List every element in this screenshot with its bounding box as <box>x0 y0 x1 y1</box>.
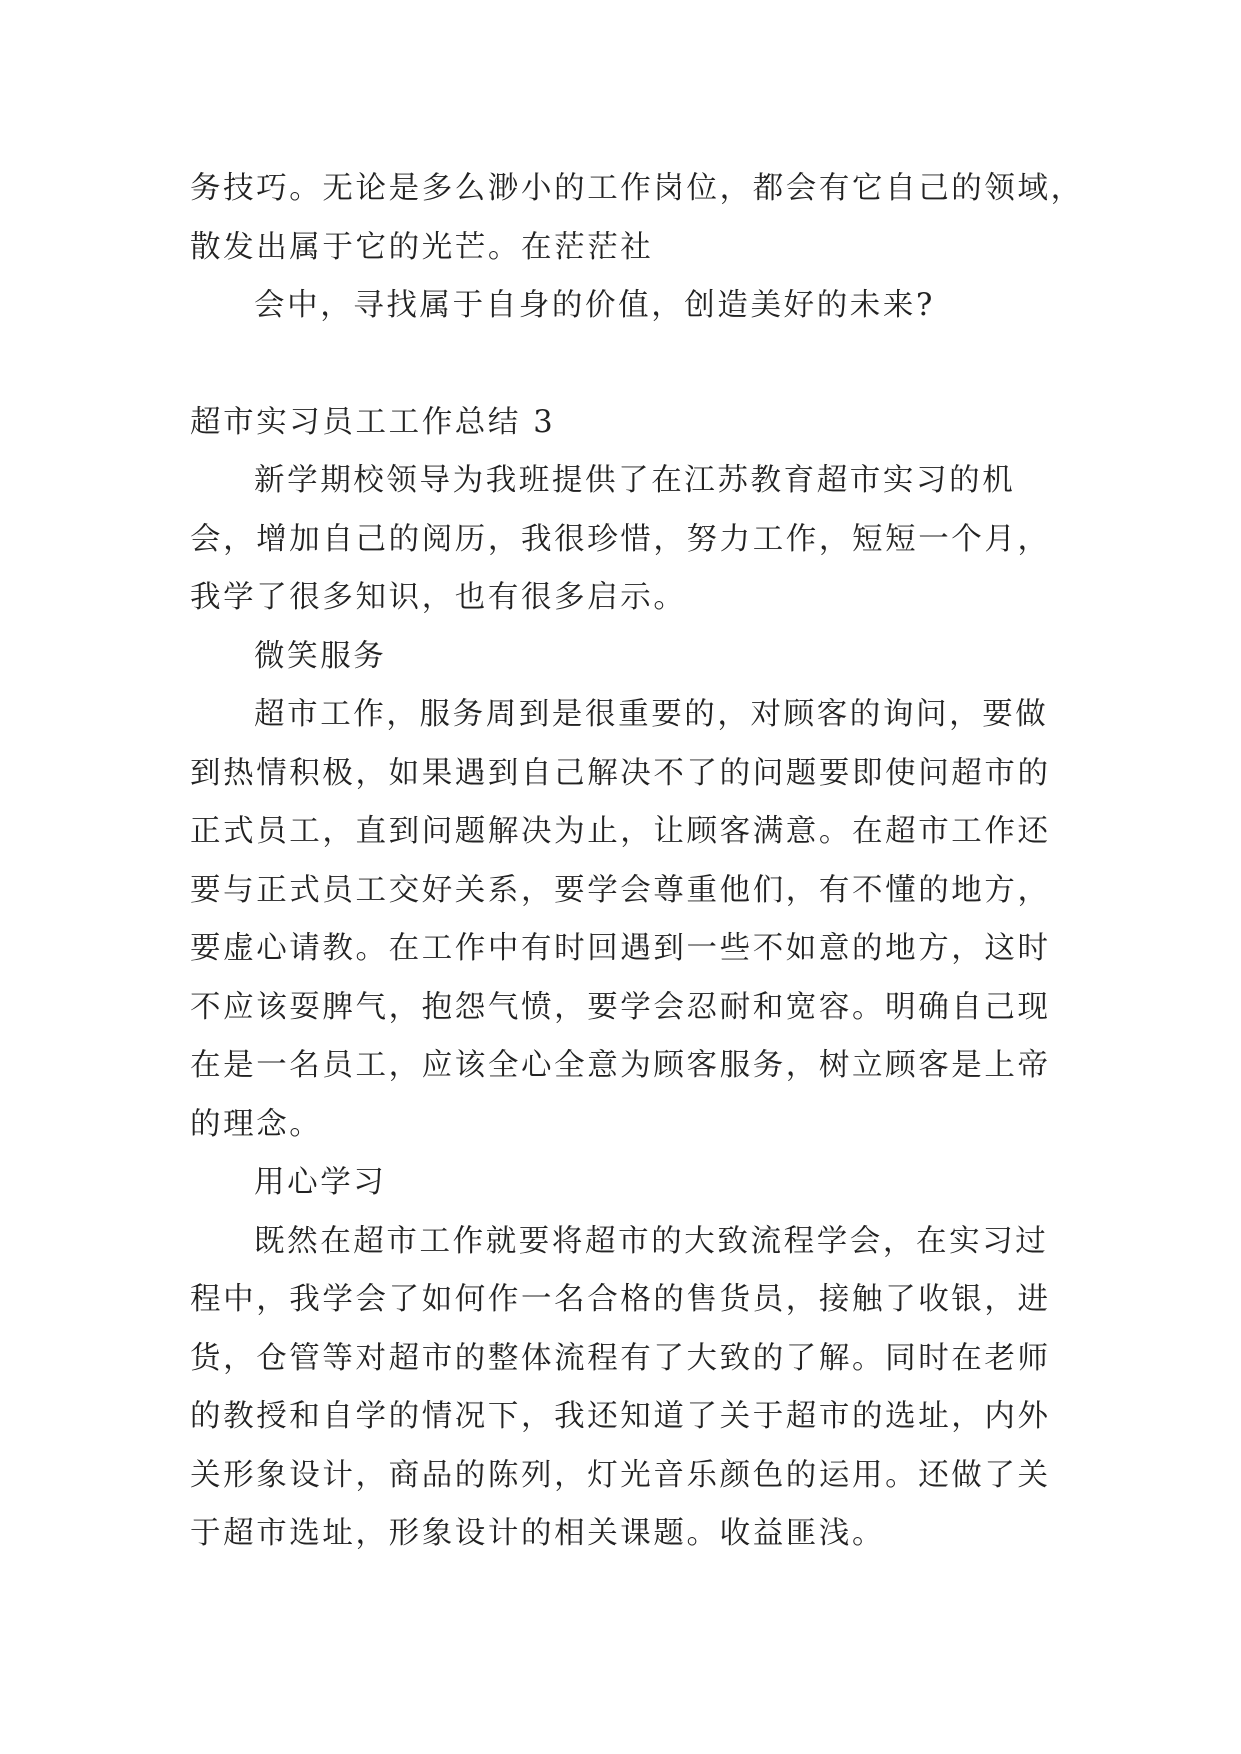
text-line: 要虚心请教。在工作中有时回遇到一些不如意的地方，这时 <box>190 931 1051 966</box>
text-line: 新学期校领导为我班提供了在江苏教育超市实习的机 <box>254 463 1016 498</box>
text-line: 超市工作，服务周到是很重要的，对顾客的询问，要做 <box>254 697 1049 732</box>
paragraph-gap <box>190 336 1052 394</box>
text-line: 在是一名员工，应该全心全意为顾客服务，树立顾客是上帝 <box>190 1048 1051 1083</box>
text-line: 我学了很多知识，也有很多启示。 <box>190 580 687 615</box>
text-line: 正式员工，直到问题解决为止，让顾客满意。在超市工作还 <box>190 814 1051 849</box>
text-line: 既然在超市工作就要将超市的大致流程学会，在实习过 <box>254 1223 1049 1259</box>
text-line: 会中，寻找属于自身的价值，创造美好的未来? <box>254 288 935 323</box>
text-line: 不应该耍脾气，抱怨气愤，要学会忍耐和宽容。明确自己现 <box>190 989 1051 1025</box>
text-line: 关形象设计，商品的陈列，灯光音乐颜色的运用。还做了关 <box>190 1457 1051 1493</box>
text-line: 要与正式员工交好关系，要学会尊重他们，有不懂的地方， <box>190 872 1051 908</box>
text-line: 程中，我学会了如何作一名合格的售货员，接触了收银，进 <box>190 1282 1051 1317</box>
text-line: 的教授和自学的情况下，我还知道了关于超市的选址，内外 <box>190 1399 1051 1434</box>
text-line: 用心学习 <box>254 1165 387 1200</box>
text-line: 微笑服务 <box>254 638 387 674</box>
text-line: 散发出属于它的光芒。在茫茫社 <box>190 229 654 265</box>
text-line: 务技巧。无论是多么渺小的工作岗位，都会有它自己的领域， <box>190 171 1084 206</box>
text-line: 超市实习员工工作总结 3 <box>190 404 556 440</box>
text-line: 的理念。 <box>190 1106 323 1142</box>
text-line: 于超市选址，形象设计的相关课题。收益匪浅。 <box>190 1516 886 1551</box>
document-body <box>190 160 1084 1564</box>
text-line: 到热情积极，如果遇到自己解决不了的问题要即使问超市的 <box>190 755 1051 791</box>
text-line: 货，仓管等对超市的整体流程有了大致的了解。同时在老师 <box>190 1340 1051 1376</box>
text-line: 会，增加自己的阅历，我很珍惜，努力工作，短短一个月， <box>190 521 1051 557</box>
